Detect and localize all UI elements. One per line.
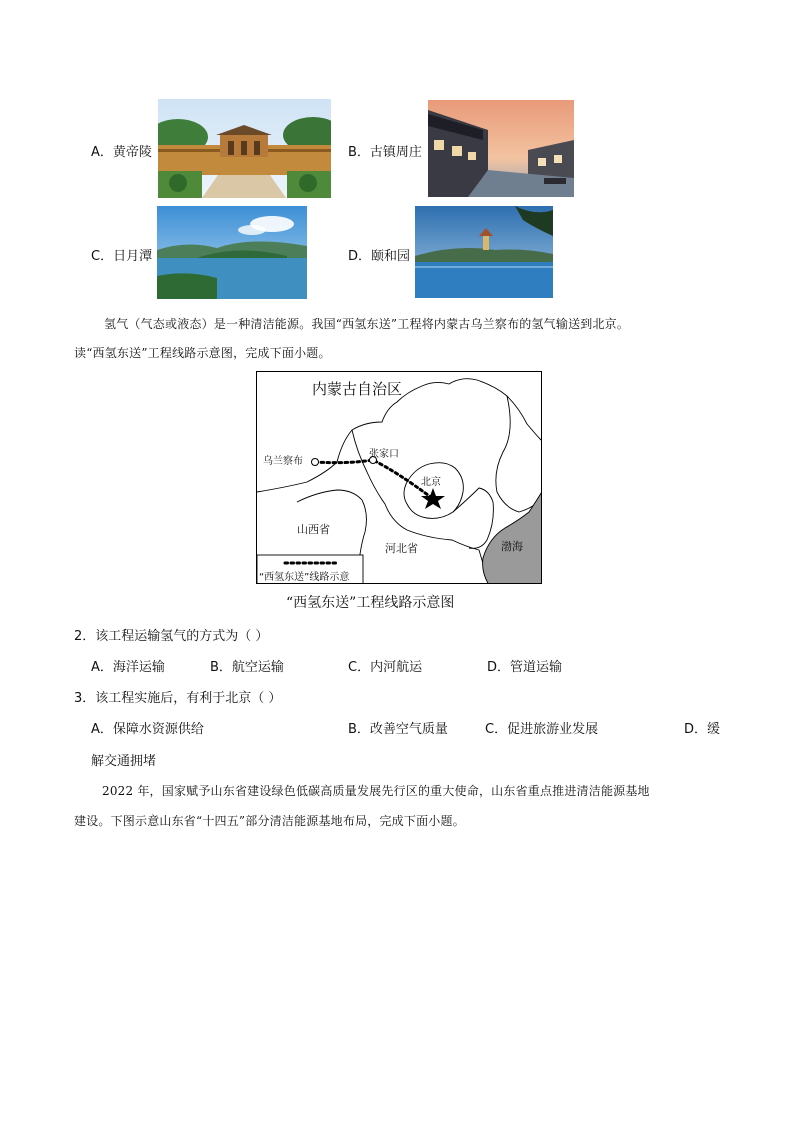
hydrogen-route-map [256, 371, 542, 584]
q3-stem: 3．该工程实施后，有利于北京（ ） [74, 691, 282, 706]
wulanchabu-label: 乌兰察布 [263, 456, 303, 467]
huangdiling-photo [158, 99, 331, 198]
beijing-label: 北京 [421, 477, 441, 488]
yiheyuan-image [415, 206, 553, 298]
tianjin-border [453, 488, 493, 548]
q3-option-c[interactable]: C．促进旅游业发展 [485, 722, 599, 737]
yiheyuan-photo [415, 206, 553, 298]
wulanchabu-marker [312, 459, 319, 466]
q3-option-a[interactable]: A．保障水资源供给 [91, 722, 204, 737]
zhouzhuang-photo [428, 100, 574, 197]
intro2-line2: 建设。下图示意山东省“十四五”部分清洁能源基地布局，完成下面小题。 [74, 814, 465, 828]
q3-option-d-continued: 解交通拥堵 [91, 754, 157, 769]
q2-option-d[interactable]: D．管道运输 [487, 660, 563, 675]
zhangjiakou-label: 张家口 [369, 449, 399, 460]
q2-option-c[interactable]: C．内河航运 [348, 660, 423, 675]
option-a-label: A．黄帝陵 [91, 145, 152, 160]
beijing-star-icon [421, 488, 445, 509]
q2-stem: 2．该工程运输氢气的方式为（ ） [74, 629, 269, 644]
q3-option-b[interactable]: B．改善空气质量 [348, 722, 448, 737]
bohai-sea [483, 490, 542, 584]
hebei-label: 河北省 [385, 542, 418, 555]
option-d-label: D．颐和园 [348, 249, 411, 264]
option-b-label: B．古镇周庄 [348, 145, 422, 160]
q2-option-b[interactable]: B．航空运输 [210, 660, 284, 675]
intro1-line2: 读“西氢东送”工程线路示意图，完成下面小题。 [74, 346, 331, 360]
option-c-label: C．日月潭 [91, 249, 153, 264]
q3-option-d[interactable]: D．缓 [684, 722, 721, 737]
liaoning-border [496, 396, 542, 512]
inner-mongolia-label: 内蒙古自治区 [312, 380, 403, 398]
legend-label: “西氢东送”线路示意 [259, 572, 350, 583]
riyuetan-image [157, 206, 307, 299]
riyuetan-photo [157, 206, 307, 299]
shanxi-label: 山西省 [297, 523, 330, 536]
intro1-line1: 氢气（气态或液态）是一种清洁能源。我国“西氢东送”工程将内蒙古乌兰察布的氢气输送到北京。 [104, 317, 630, 331]
bohai-label: 渤海 [501, 540, 523, 553]
map-caption: “西氢东送”工程线路示意图 [286, 595, 455, 611]
intro2-line1: 2022 年，国家赋予山东省建设绿色低碳高质量发展先行区的重大使命，山东省重点推进清洁能源基地 [102, 784, 650, 798]
huangdiling-image [158, 99, 331, 198]
zhouzhuang-image [428, 100, 574, 197]
q2-option-a[interactable]: A．海洋运输 [91, 660, 165, 675]
